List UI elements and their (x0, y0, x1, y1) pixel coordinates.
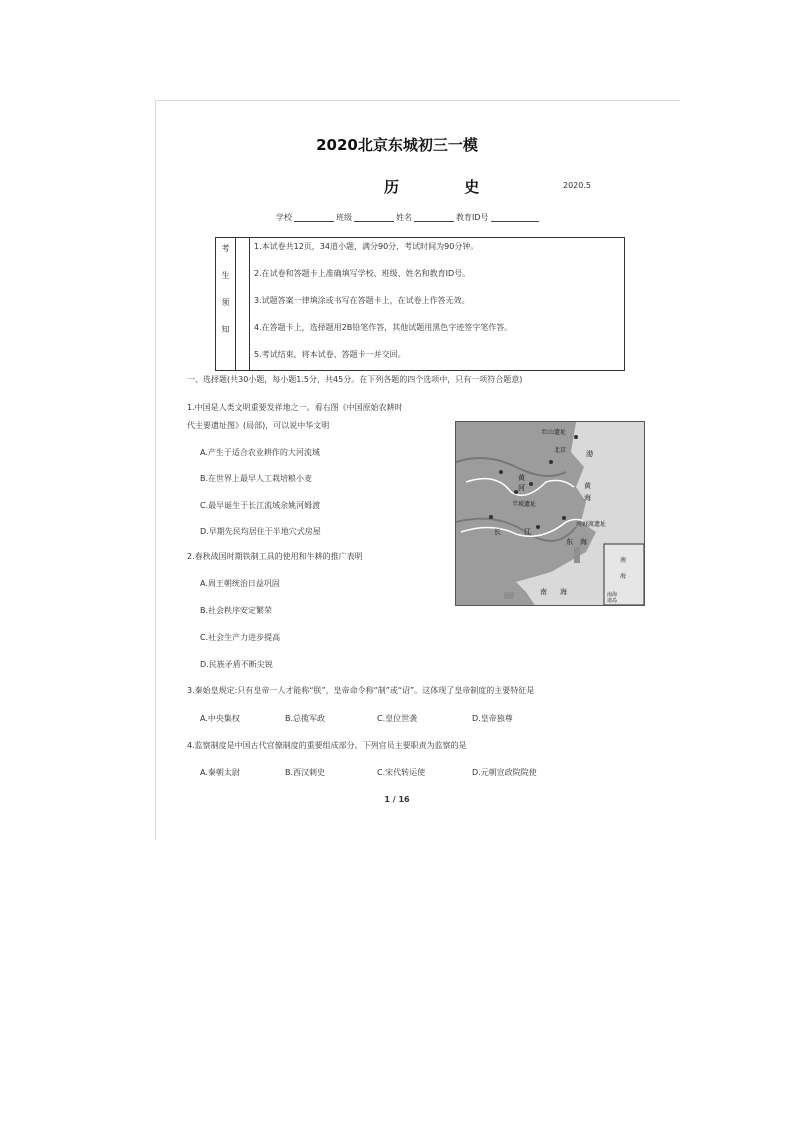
school-label: 学校 (276, 213, 292, 222)
q1-option-d[interactable]: D.早期先民均居住于半地穴式房屋 (200, 527, 321, 536)
map-label-inset-caption-2: 诸岛 (607, 598, 618, 604)
q4-option-c[interactable]: C.宋代转运使 (377, 768, 426, 777)
site-dot (529, 482, 533, 486)
q2-option-a[interactable]: A.周王朝统治日益巩固 (200, 579, 280, 588)
map-label-nanhai-1: 南 (540, 588, 547, 596)
map-label-hongshan: 红山遗址 (542, 429, 567, 436)
land-texture (456, 519, 576, 541)
map-label-nanhai-2: 海 (560, 588, 567, 596)
q3-option-b[interactable]: B.总揽军政 (285, 714, 326, 723)
page-edge-left (155, 100, 156, 840)
q1-stem-line1: 1.中国是人类文明重要发祥地之一。看右图《中国原始农耕时 (187, 403, 403, 412)
notice-header (216, 238, 236, 370)
school-blank[interactable] (294, 212, 334, 222)
q3-stem: 3.秦始皇规定:只有皇帝一人才能称“朕”，皇帝命令称“制”或“诏”。这体现了皇帝制度的主要特征是 (187, 686, 535, 695)
id-blank[interactable] (491, 212, 539, 222)
map-label-yellow-river-1: 黄 (518, 474, 525, 482)
class-label: 班级 (336, 213, 352, 222)
map-graphic (456, 422, 645, 606)
notice-header-char: 须 (221, 298, 230, 307)
map-label-inset-sea-1: 南 (620, 557, 627, 564)
notice-item: 4.在答题卡上，选择题用2B铅笔作答，其他试题用黑色字迹签字笔作答。 (254, 323, 513, 332)
notice-column-divider (235, 238, 250, 370)
hainan (504, 592, 514, 599)
map-label-yangtze-2: 江 (524, 528, 531, 536)
site-dot (489, 515, 493, 519)
site-dot (549, 460, 553, 464)
notice-item: 3.试题答案一律填涂或书写在答题卡上，在试卷上作答无效。 (254, 296, 470, 305)
id-label: 教育ID号 (456, 213, 489, 222)
map-label-donghai-2: 海 (580, 538, 587, 546)
q2-option-c[interactable]: C.社会生产力进步提高 (200, 633, 281, 642)
notice-header-char: 生 (221, 271, 230, 280)
q4-option-a[interactable]: A.秦朝太尉 (200, 768, 240, 777)
site-dot (574, 435, 578, 439)
q3-option-d[interactable]: D.皇帝独尊 (472, 714, 513, 723)
map-label-banpo: 半坡遗址 (512, 501, 537, 508)
exam-notice-box (215, 237, 625, 371)
notice-header-char: 考 (221, 244, 230, 253)
notice-item: 5.考试结束，将本试卷、答题卡一并交回。 (254, 350, 406, 359)
map-label-beijing: 北京 (554, 447, 567, 454)
name-blank[interactable] (414, 212, 454, 222)
taiwan (574, 547, 580, 563)
q1-option-c[interactable]: C.最早诞生于长江流域余姚河姆渡 (200, 501, 321, 510)
page-number: 1 / 16 (384, 795, 410, 804)
q1-stem-line2: 代主要遗址图》(局部)，可以说中华文明 (187, 421, 330, 430)
map-label-donghai-1: 东 (566, 538, 573, 546)
map-label-inset-sea-2: 海 (620, 573, 627, 580)
exam-title: 2020北京东城初三一模 (316, 136, 478, 154)
notice-header-char: 知 (221, 325, 230, 334)
q4-option-d[interactable]: D.元朝宣政院院使 (472, 768, 537, 777)
site-dot (499, 470, 503, 474)
site-dot (562, 516, 566, 520)
q1-option-b[interactable]: B.在世界上最早人工栽培粮小麦 (200, 474, 313, 483)
name-label: 姓名 (396, 213, 412, 222)
student-info-row (276, 212, 539, 223)
map-label-bohai: 渤 (586, 450, 593, 458)
q4-stem: 4.监察制度是中国古代官僚制度的重要组成部分。下列官员主要职责为监察的是 (187, 741, 467, 750)
class-blank[interactable] (354, 212, 394, 222)
q3-option-a[interactable]: A.中央集权 (200, 714, 240, 723)
q1-option-a[interactable]: A.产生于适合农业耕作的大河流域 (200, 448, 320, 457)
map-label-huanghai-2: 海 (584, 494, 591, 502)
map-label-hemudu: 河姆渡遗址 (576, 521, 607, 528)
site-dot (536, 525, 540, 529)
notice-item: 2.在试卷和答题卡上准确填写学校、班级、姓名和教育ID号。 (254, 269, 471, 278)
q2-option-b[interactable]: B.社会秩序安定繁荣 (200, 606, 273, 615)
notice-item: 1.本试卷共12页，34道小题，满分90分，考试时间为90分钟。 (254, 242, 479, 251)
subject-title: 历 史 (384, 178, 510, 196)
map-label-yellow-river-2: 河 (518, 484, 525, 492)
q3-option-c[interactable]: C.皇位世袭 (377, 714, 418, 723)
q2-option-d[interactable]: D.民族矛盾不断尖锐 (200, 660, 273, 669)
section1-header: 一、选择题(共30小题，每小题1.5分，共45分。在下列各题的四个选项中，只有一项符合题意) (187, 375, 523, 384)
map-label-inset-caption-1: 南海 (607, 592, 618, 598)
page-edge-top (155, 100, 680, 101)
neolithic-sites-map (455, 421, 645, 606)
map-label-huanghai-1: 黄 (584, 482, 591, 490)
exam-date: 2020.5 (563, 181, 591, 190)
q2-stem: 2.春秋战国时期铁制工具的使用和牛耕的推广表明 (187, 552, 363, 561)
q4-option-b[interactable]: B.西汉刺史 (285, 768, 326, 777)
map-label-yangtze-1: 长 (494, 528, 501, 536)
